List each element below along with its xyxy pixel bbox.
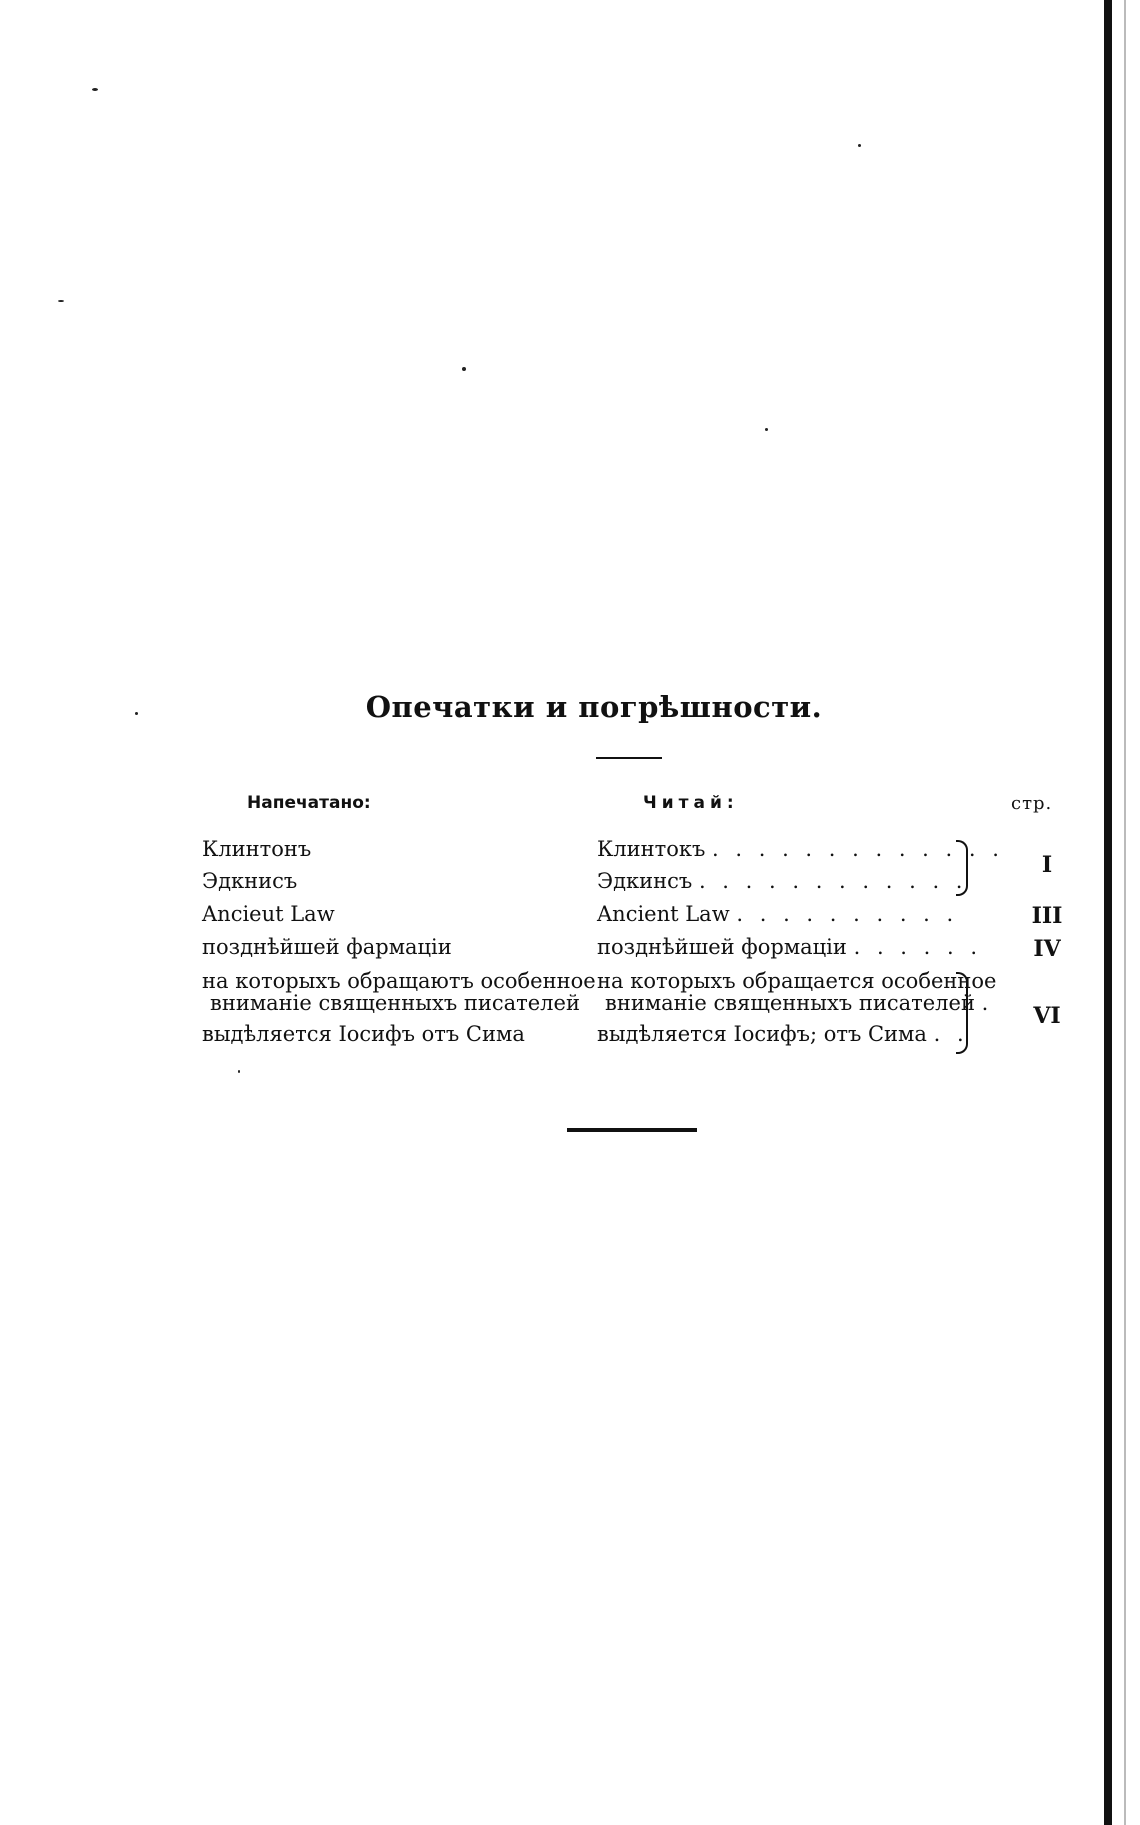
- page-number: IV: [1033, 936, 1061, 962]
- scan-speck: [58, 300, 64, 302]
- end-divider: [567, 1128, 697, 1132]
- page-title: Опечатки и погрѣшности.: [365, 690, 823, 724]
- errata-printed: позднѣйшей фармаціи: [202, 935, 452, 959]
- errata-correction: Клинтокъ . . . . . . . . . . . . .: [597, 837, 1004, 861]
- errata-correction: выдѣляется Іосифъ; отъ Сима . .: [597, 1022, 969, 1046]
- errata-printed: на которыхъ обращаютъ особенное: [202, 969, 596, 993]
- scan-speck: [858, 144, 861, 147]
- scan-speck: [238, 1070, 240, 1073]
- errata-correction: вниманіе священныхъ писателей .: [605, 991, 994, 1015]
- errata-printed: Клинтонъ: [202, 837, 312, 861]
- errata-printed: Эдкнисъ: [202, 869, 298, 893]
- scan-speck: [92, 88, 98, 91]
- errata-printed: вниманіе священныхъ писателей: [210, 991, 580, 1015]
- header-read: Читай:: [643, 793, 739, 813]
- errata-correction: Эдкинсъ . . . . . . . . . . . .: [597, 869, 968, 893]
- errata-correction: Ancient Law . . . . . . . . . .: [597, 902, 959, 926]
- header-printed: Напечатано:: [247, 793, 371, 813]
- header-page: стр.: [1011, 793, 1053, 814]
- group-brace: [956, 972, 968, 1054]
- errata-correction: позднѣйшей формаціи . . . . . .: [597, 935, 983, 959]
- errata-printed: выдѣляется Іосифъ отъ Сима: [202, 1022, 525, 1046]
- page-number: I: [1041, 852, 1053, 878]
- page-number: VI: [1033, 1003, 1061, 1029]
- title-divider: [596, 757, 662, 759]
- group-brace: [956, 840, 968, 896]
- scan-speck: [765, 428, 768, 431]
- errata-correction: на которыхъ обращается особенное: [597, 969, 997, 993]
- errata-printed: Ancieut Law: [202, 902, 335, 926]
- scan-edge-shadow: [1104, 0, 1112, 1825]
- page-number: III: [1031, 903, 1063, 929]
- scan-speck: [462, 367, 466, 371]
- scan-edge-line: [1124, 0, 1126, 1825]
